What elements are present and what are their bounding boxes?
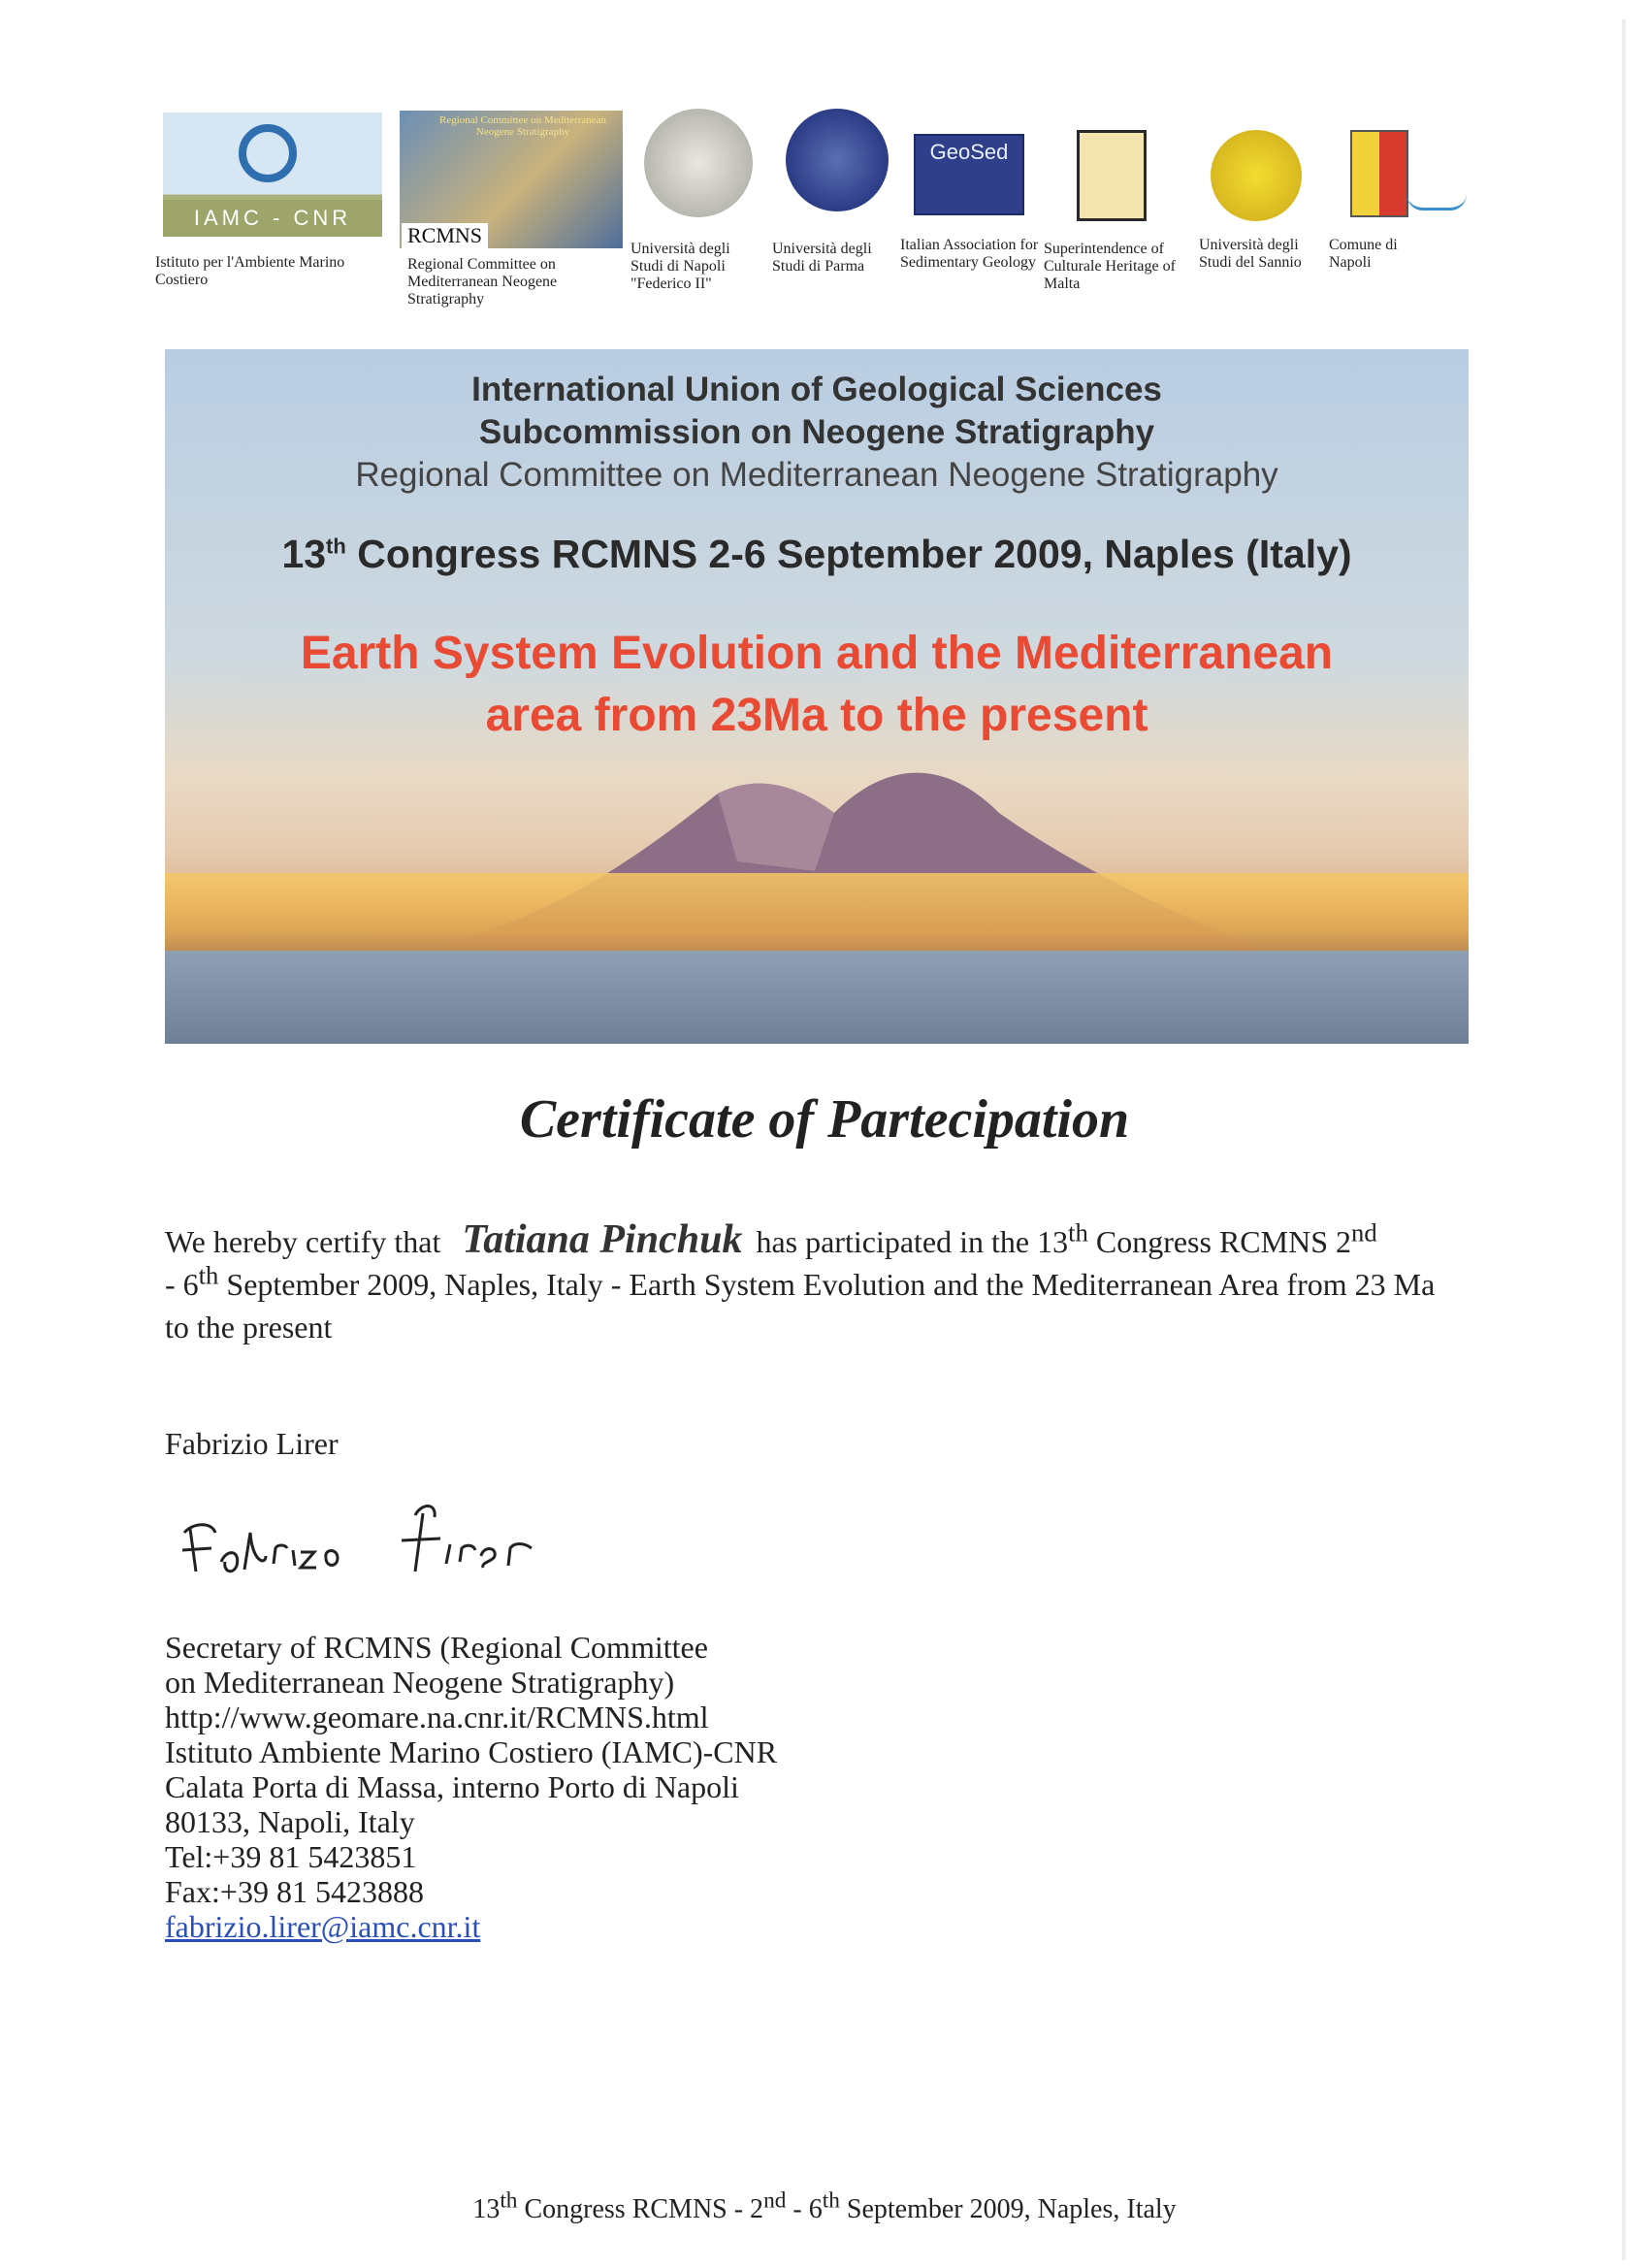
certificate-body: We hereby certify that Tatiana Pinchuk has participated in the 13th Congress RCMNS 2nd - 6th September 2009, Naples, Italy - Earth System Evolution and the Mediterranean Area from 23 Ma to the present xyxy=(165,1217,1436,1345)
comune-napoli-caption: Comune di Napoli xyxy=(1329,237,1398,271)
contact-line: Calata Porta di Massa, interno Porto di Napoli xyxy=(165,1769,739,1804)
rcmns-map-logo xyxy=(400,111,623,248)
iamc-ring-icon xyxy=(239,124,297,182)
parma-seal-icon xyxy=(786,109,889,211)
iamc-cnr-logo xyxy=(163,113,382,237)
rcmns-top-text: Regional Committee on Mediterranean Neogene Stratigraphy xyxy=(439,114,606,138)
contact-url[interactable]: http://www.geomare.na.cnr.it/RCMNS.html xyxy=(165,1700,709,1734)
contact-line: Secretary of RCMNS (Regional Committee xyxy=(165,1630,708,1665)
contact-line: 80133, Napoli, Italy xyxy=(165,1804,415,1839)
congress-banner xyxy=(165,349,1469,1044)
page-footer: 13th Congress RCMNS - 2nd - 6th September 2009, Naples, Italy xyxy=(472,2187,1177,2224)
rcmns-caption: Regional Committee on Mediterranean Neogene Stratigraphy xyxy=(407,256,558,308)
logo-row xyxy=(0,0,1649,330)
geosed-label: GeoSed xyxy=(929,140,1009,164)
geosed-caption: Italian Association for Sedimentary Geology xyxy=(900,237,1039,271)
napoli-crest-icon xyxy=(1350,130,1408,217)
iamc-caption: Istituto per l'Ambiente Marino Costiero xyxy=(155,254,345,288)
intro-text: We hereby certify that xyxy=(165,1224,441,1259)
contact-email-link[interactable]: fabrizio.lirer@iamc.cnr.it xyxy=(165,1909,481,1944)
contact-fax: Fax:+39 81 5423888 xyxy=(165,1874,424,1909)
banner-theme-1: Earth System Evolution and the Mediterranean xyxy=(300,628,1334,679)
participant-name: Tatiana Pinchuk xyxy=(462,1217,743,1262)
parma-caption: Università degli Studi di Parma xyxy=(772,241,872,275)
geosed-logo xyxy=(914,134,1024,215)
rcmns-label: RCMNS xyxy=(402,223,488,248)
banner-line-subcommission: Subcommission on Neogene Stratigraphy xyxy=(478,413,1155,451)
banner-congress: 13th Congress RCMNS 2-6 September 2009, Naples (Italy) xyxy=(281,532,1352,576)
contact-line: on Mediterranean Neogene Stratigraphy) xyxy=(165,1665,675,1700)
banner-theme-2: area from 23Ma to the present xyxy=(485,690,1148,741)
certificate-title: Certificate of Partecipation xyxy=(519,1089,1130,1150)
handwritten-signature xyxy=(173,1494,580,1601)
malta-spiral-icon xyxy=(1077,130,1147,221)
malta-caption: Superintendence of Culturale Heritage of Malta xyxy=(1044,241,1176,292)
signer-name: Fabrizio Lirer xyxy=(165,1426,339,1461)
banner-line-committee: Regional Committee on Mediterranean Neogene Stratigraphy xyxy=(355,456,1278,494)
banner-line-iugs: International Union of Geological Sciences xyxy=(471,371,1162,408)
contact-line: Istituto Ambiente Marino Costiero (IAMC)-CNR xyxy=(165,1734,778,1769)
contact-phone: Tel:+39 81 5423851 xyxy=(165,1839,417,1874)
napoli-federico-caption: Università degli Studi di Napoli "Federico II" xyxy=(630,241,730,292)
bay-water xyxy=(165,951,1469,1044)
wave-icon xyxy=(1406,194,1467,211)
napoli-federico-seal-icon xyxy=(644,109,753,217)
sannio-coin-icon xyxy=(1211,130,1302,221)
contact-block xyxy=(165,1630,777,1944)
sannio-caption: Università degli Studi del Sannio xyxy=(1199,237,1302,271)
iamc-label: IAMC - CNR xyxy=(163,200,382,237)
